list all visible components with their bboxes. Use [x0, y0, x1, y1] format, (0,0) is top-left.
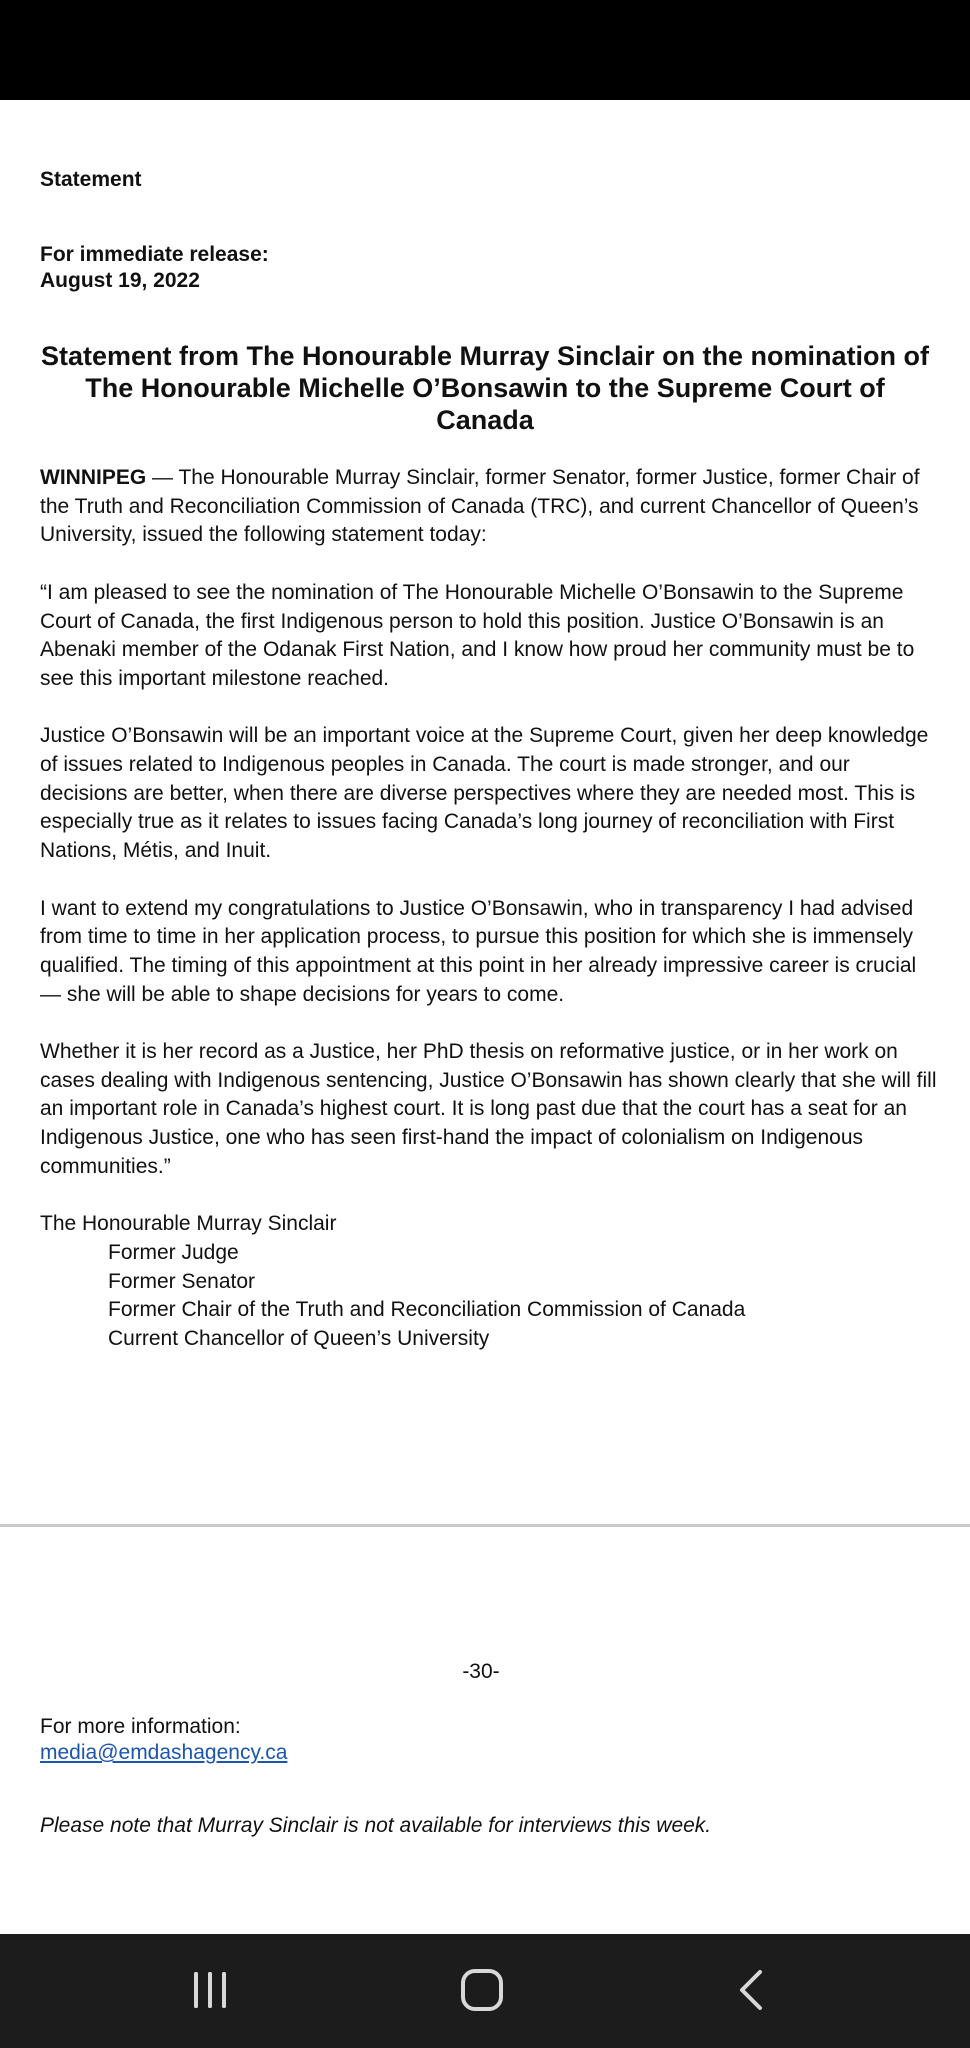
release-info [40, 242, 269, 294]
home-button[interactable] [452, 1962, 512, 2018]
end-mark: -30- [462, 1660, 500, 1683]
status-bar [0, 0, 970, 100]
signature-name: The Honourable Murray Sinclair [40, 1212, 337, 1236]
home-icon [459, 1967, 505, 2013]
release-date: August 19, 2022 [40, 269, 200, 292]
dateline: WINNIPEG [40, 466, 147, 489]
divider [0, 1524, 970, 1527]
back-button[interactable] [722, 1962, 782, 2018]
more-info-label: For more information: [40, 1715, 241, 1738]
recents-button[interactable] [180, 1962, 240, 2018]
back-icon [732, 1968, 772, 2012]
signature-block [40, 1210, 940, 1354]
signature-title: Former Judge [108, 1240, 239, 1264]
signature-title: Former Senator [108, 1269, 256, 1293]
paragraph: Whether it is her record as a Justice, her PhD thesis on reformative justice, or in her work on cases dealing with Indigenous sentencing, Justice O’Bonsawin has shown clearly that she will fill an important role in Canada’s highest court. It is long past due that the court has a seat for an Indigenous Justice, one who has seen first-hand the impact of colonialism on Indigenous communities.” [40, 1040, 937, 1178]
statement-body [40, 464, 940, 1354]
signature-title: Current Chancellor of Queen’s University [108, 1327, 490, 1351]
release-label: For immediate release: [40, 243, 269, 266]
intro-text: — The Honourable Murray Sinclair, former Senator, former Justice, former Chair of the Truth and Reconciliation Commission of Canada (TRC), and current Chancellor of Queen’s University, issued the following statement today: [40, 466, 920, 547]
paragraph: “I am pleased to see the nomination of The Honourable Michelle O’Bonsawin to the Supreme Court of Canada, the first Indigenous person to hold this position. Justice O’Bonsawin is an Abenaki member of the Odanak First Nation, and I know how proud her community must be to see this important milestone reached. [40, 580, 915, 690]
recents-icon [188, 1968, 232, 2012]
paragraph: I want to extend my congratulations to Justice O’Bonsawin, who in transparency I had advised from time to time in her application process, to pursue this position for which she is immensely qualified. The timing of this appointment at this point in her already impressive career is crucial — she will be able to shape decisions for years to come. [40, 896, 917, 1006]
paragraph: Justice O’Bonsawin will be an important voice at the Supreme Court, given her deep knowledge of issues related to Indigenous peoples in Canada. The court is made stronger, and our decisions are better, when there are diverse perspectives where they are needed most. This is especially true as it relates to issues facing Canada’s long journey of reconciliation with First Nations, Métis, and Inuit. [40, 724, 929, 863]
navigation-bar [0, 1934, 970, 2048]
headline: Statement from The Honourable Murray Sinclair on the nomination of The Honourable Michelle O’Bonsawin to the Supreme Court of Canada [40, 341, 930, 435]
contact-info [40, 1714, 287, 1766]
contact-email-link[interactable]: media@emdashagency.ca [40, 1741, 288, 1764]
availability-note: Please note that Murray Sinclair is not available for interviews this week. [40, 1814, 712, 1837]
signature-title: Former Chair of the Truth and Reconciliation Commission of Canada [108, 1298, 746, 1322]
document-label: Statement [40, 168, 142, 191]
intro-paragraph [40, 464, 940, 550]
